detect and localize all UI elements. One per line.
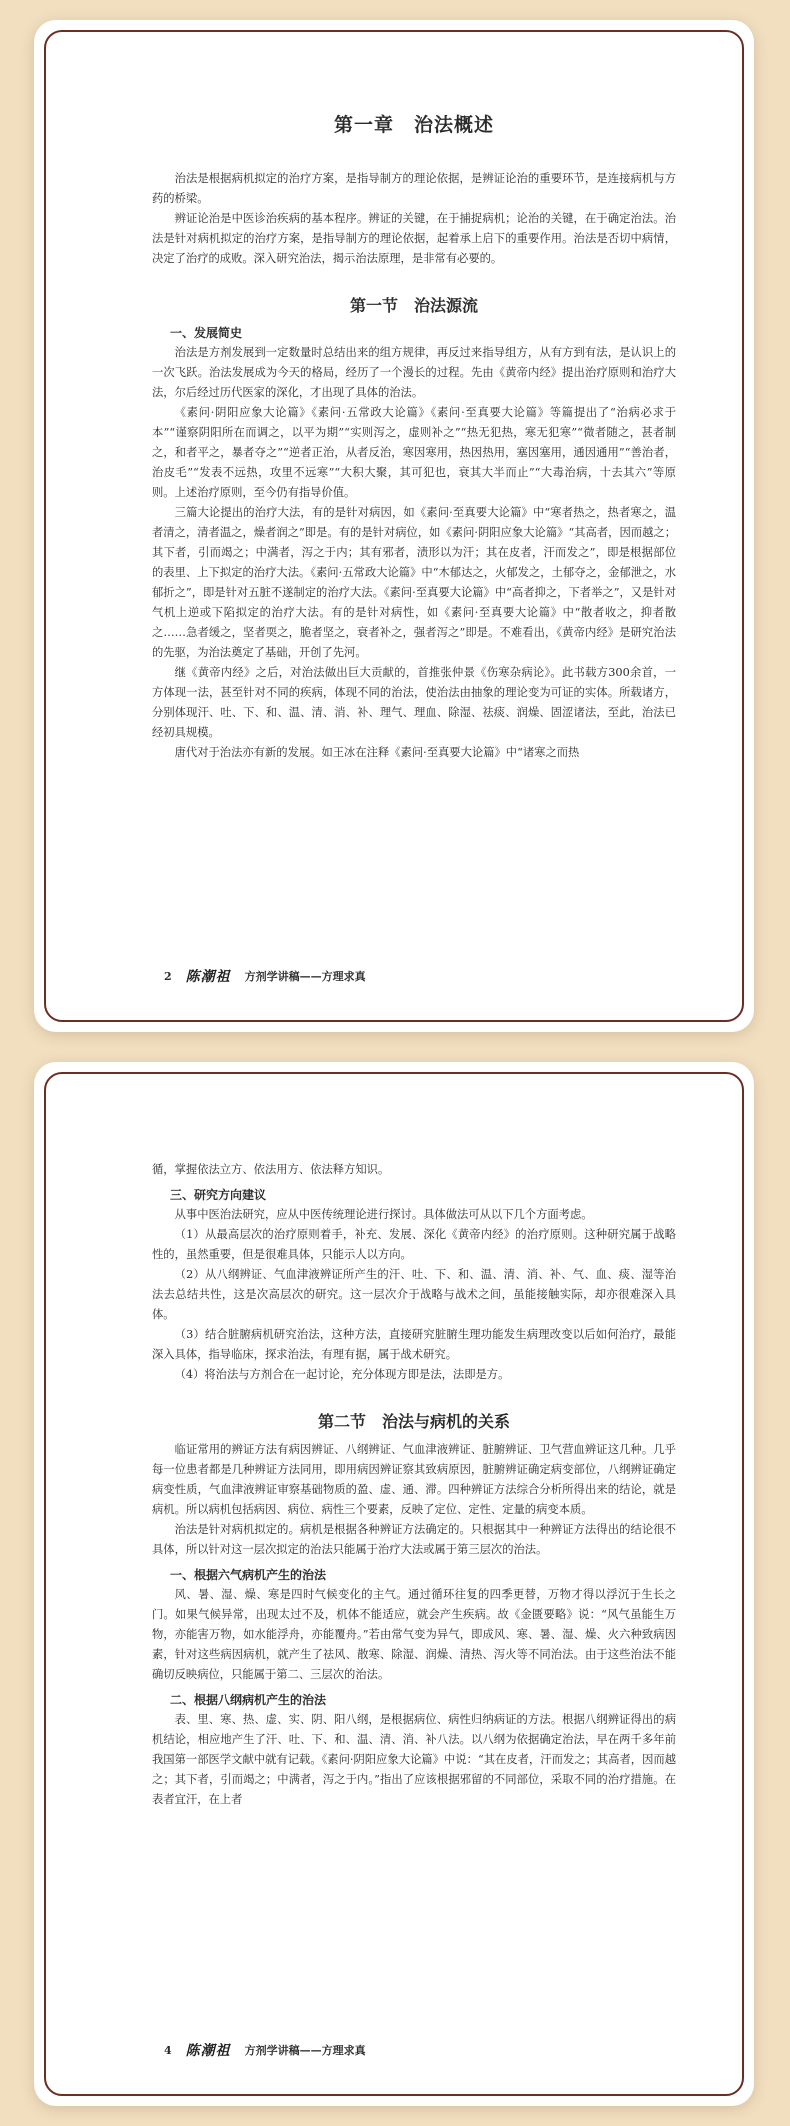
body-paragraph: 表、里、寒、热、虚、实、阴、阳八纲，是根据病位、病性归纳病证的方法。根据八纲辨证得出的病机结论，相应地产生了汗、吐、下、和、温、清、消、补八法。以八纲为依据确定治法，早在两千多年前我国第一部医学文献中就有记载。《素问·阴阳应象大论篇》中说：“其在皮者，汗而发之；其高者，因而越之；其下者，引而竭之；中满者，泻之于内。”指出了应该根据邪留的不同部位，采取不同的治疗措施。在表者宜汗，在上者 xyxy=(152,1713,676,1806)
intro-paragraph: 辨证论治是中医诊治疾病的基本程序。辨证的关键，在于捕捉病机；论治的关键，在于确定治法。治法是针对病机拟定的治疗方案，是指导制方的理论依据，起着承上启下的重要作用。治法是否切中病情，决定了治疗的成败。深入研究治法，揭示治法原理，是非常有必要的。 xyxy=(152,212,676,265)
body-paragraph: 唐代对于治法亦有新的发展。如王冰在注释《素问·至真要大论篇》中“诸寒之而热 xyxy=(174,746,580,759)
body-paragraph: 从事中医治法研究，应从中医传统理论进行探讨。具体做法可从以下几个方面考虑。 xyxy=(174,1208,593,1221)
page-footer-1 xyxy=(164,966,366,986)
body-paragraph: （3）结合脏腑病机研究治法，这种方法，直接研究脏腑生理功能发生病理改变以后如何治疗，最能深入具体，指导临床，探求治法，有理有据，属于战术研究。 xyxy=(152,1328,676,1361)
page-card-1 xyxy=(34,20,754,1032)
body-paragraph: 治法是方剂发展到一定数量时总结出来的组方规律，再反过来指导组方，从有方到有法，是认识上的一次飞跃。治法发展成为今天的格局，经历了一个漫长的过程。先由《黄帝内经》提出治疗原则和治疗大法，尔后经过历代医家的深化，才出现了具体的治法。 xyxy=(152,346,676,399)
sub-title: 三、研究方向建议 xyxy=(170,1188,267,1202)
section-title: 第二节 治法与病机的关系 xyxy=(317,1412,510,1431)
lead-paragraph: 循，掌握依法立方、依法用方、依法释方知识。 xyxy=(152,1163,390,1176)
body-paragraph: 风、暑、湿、燥、寒是四时气候变化的主气。通过循环往复的四季更替，万物才得以浮沉于生长之门。如果气候异常，出现太过不及，机体不能适应，就会产生疾病。故《金匮要略》说：“风气虽能生万物，亦能害万物，如水能浮舟，亦能覆舟。”若由常气变为异气，即成风、寒、暑、湿、燥、火六种致病因素，针对这些病因病机，就产生了祛风、散寒、除湿、润燥、清热、泻火等不同治法。由于这些治法不能确切反映病位，只能属于第二、三层次的治法。 xyxy=(152,1588,676,1681)
page-frame-2 xyxy=(44,1072,744,2096)
page-card-2 xyxy=(34,1062,754,2106)
body-paragraph: 继《黄帝内经》之后，对治法做出巨大贡献的，首推张仲景《伤寒杂病论》。此书载方300余首，一方体现一法，甚至针对不同的疾病，体现不同的治法，使治法由抽象的理论变为可证的实体。所载诸方，分别体现汗、吐、下、和、温、清、消、补、理气、理血、除湿、祛痰、润燥、固涩诸法，至此，治法已经初具规模。 xyxy=(152,666,676,739)
body-paragraph: （1）从最高层次的治疗原则着手，补充、发展、深化《黄帝内经》的治疗原则。这种研究属于战略性的，虽然重要，但是很难具体，只能示人以方向。 xyxy=(152,1228,676,1261)
page-number: 4 xyxy=(164,2043,172,2057)
book-title: 方剂学讲稿——方理求真 xyxy=(244,970,366,983)
body-paragraph: （2）从八纲辨证、气血津液辨证所产生的汗、吐、下、和、温、清、消、补、气、血、痰、湿等治法去总结共性，这是次高层次的研究。这一层次介于战略与战术之间，虽能接触实际，却亦很难深入具体。 xyxy=(152,1268,676,1321)
page-number: 2 xyxy=(164,969,172,983)
sub-title: 二、根据八纲病机产生的治法 xyxy=(170,1693,327,1707)
body-paragraph: 治法是针对病机拟定的。病机是根据各种辨证方法确定的。只根据其中一种辨证方法得出的结论很不具体，所以针对这一层次拟定的治法只能属于治疗大法或属于第三层次的治法。 xyxy=(152,1523,676,1556)
page-footer-2 xyxy=(164,2040,366,2060)
body-paragraph: 三篇大论提出的治疗大法，有的是针对病因，如《素问·至真要大论篇》中“寒者热之，热者寒之，温者清之，清者温之，燥者润之”即是。有的是针对病位，如《素问·阴阳应象大论篇》“其高者，因而越之；其下者，引而竭之；中满者，泻之于内；其有邪者，渍形以为汗；其在皮者，汗而发之”，即是根据部位的表里、上下拟定的治疗大法。《素问·五常政大论篇》中“木郁达之，火郁发之，土郁夺之，金郁泄之，水郁折之”，即是针对五脏不遂制定的治疗大法。《素问·至真要大论篇》中“高者抑之，下者举之”，又是针对气机上逆或下陷拟定的治疗大法。有的是针对病性，如《素问·至真要大论篇》中“散者收之，抑者散之……急者缓之，坚者耎之，脆者坚之，衰者补之，强者泻之”即是。不难看出，《黄帝内经》是研究治法的先驱，为治法奠定了基础，开创了先河。 xyxy=(152,506,676,659)
body-paragraph: 《素问·阴阳应象大论篇》《素问·五常政大论篇》《素问·至真要大论篇》等篇提出了“治病必求于本”“谨察阴阳所在而调之，以平为期”“实则泻之，虚则补之”“热无犯热，寒无犯寒”“微者随之，甚者制之，和者平之，暴者夺之”“逆者正治，从者反治，寒因寒用，热因热用，塞因塞用，通因通用”“善治者，治皮毛”“发表不远热，攻里不远寒”“大积大聚，其可犯也，衰其大半而止”“大毒治病，十去其六”等原则。上述治疗原则，至今仍有指导价值。 xyxy=(152,406,676,499)
chapter-title: 第一章 治法概述 xyxy=(333,114,494,136)
page-content-1 xyxy=(152,110,676,763)
author-signature: 陈潮祖 xyxy=(185,2043,231,2059)
section-title: 第一节 治法源流 xyxy=(349,296,478,315)
page-frame-1 xyxy=(44,30,744,1022)
book-title: 方剂学讲稿——方理求真 xyxy=(244,2044,366,2057)
body-paragraph: （4）将治法与方剂合在一起讨论，充分体现方即是法，法即是方。 xyxy=(174,1368,510,1381)
sub-title: 一、发展简史 xyxy=(170,326,243,340)
body-paragraph: 临证常用的辨证方法有病因辨证、八纲辨证、气血津液辨证、脏腑辨证、卫气营血辨证这几种。几乎每一位患者都是几种辨证方法同用，即用病因辨证察其致病原因，脏腑辨证确定病变部位，八纲辨证确定病变性质，气血津液辨证审察基础物质的盈、虚、通、滞。四种辨证方法综合分析所得出来的结论，就是病机。所以病机包括病因、病位、病性三个要素，反映了定位、定性、定量的病变本质。 xyxy=(152,1443,676,1516)
intro-paragraph: 治法是根据病机拟定的治疗方案，是指导制方的理论依据，是辨证论治的重要环节，是连接病机与方药的桥梁。 xyxy=(152,172,676,205)
author-signature: 陈潮祖 xyxy=(185,969,231,985)
sub-title: 一、根据六气病机产生的治法 xyxy=(170,1568,327,1582)
page-content-2 xyxy=(152,1160,676,1810)
